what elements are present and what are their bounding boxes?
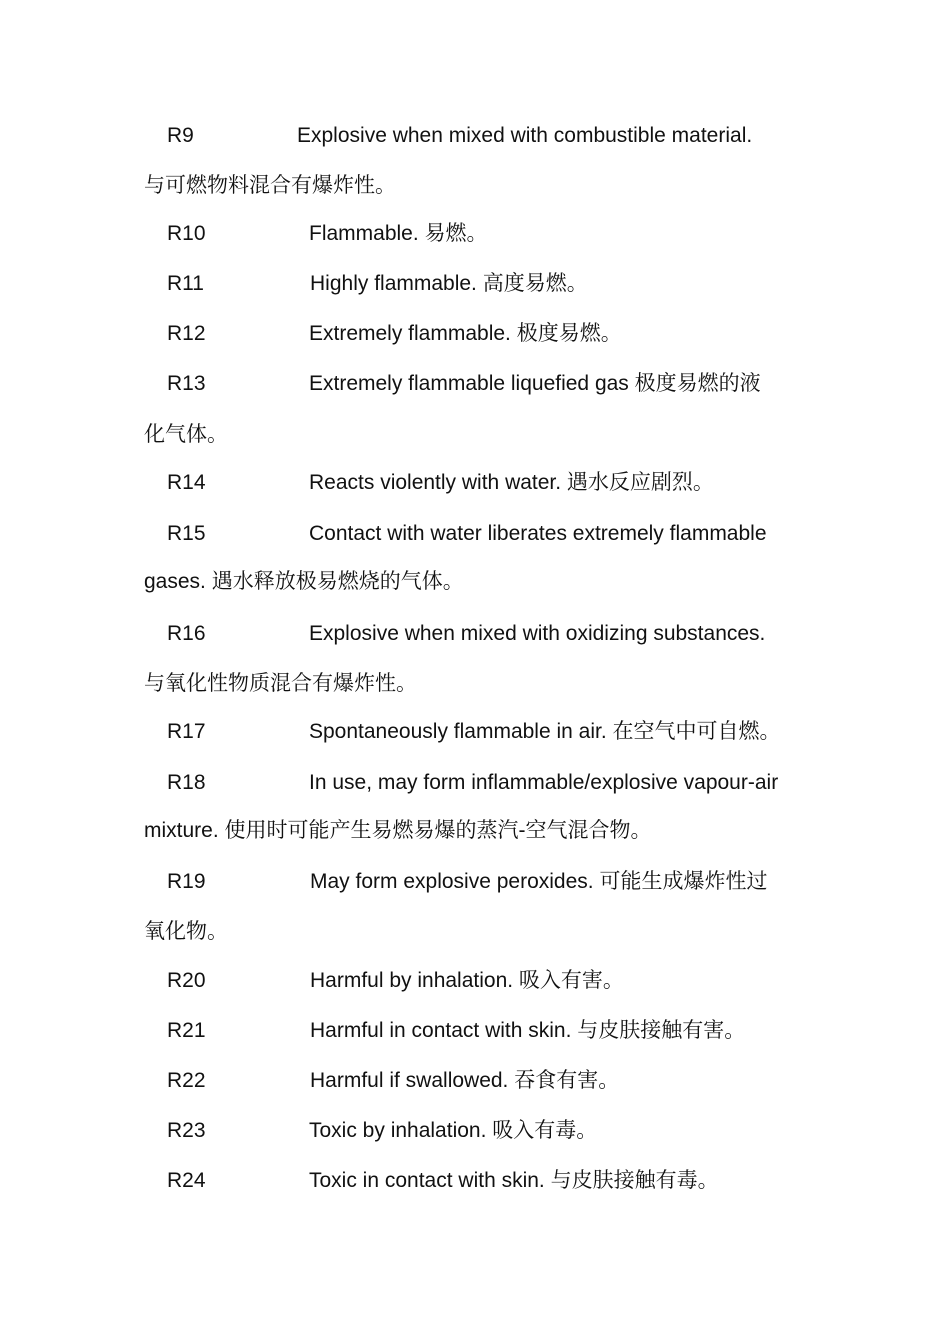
phrase-code: R11	[167, 272, 204, 295]
phrase-code: R14	[167, 471, 206, 494]
phrase-text: Contact with water liberates extremely flammable	[309, 522, 767, 545]
phrase-code: R18	[167, 771, 206, 794]
phrase-text: Toxic in contact with skin. 与皮肤接触有毒。	[309, 1169, 719, 1192]
phrase-text: Highly flammable. 高度易燃。	[310, 272, 588, 295]
phrase-text: Explosive when mixed with combustible material.	[297, 124, 753, 147]
phrase-code: R10	[167, 222, 206, 245]
phrase-text-continued: 与氧化性物质混合有爆炸性。	[144, 671, 417, 695]
phrase-code: R16	[167, 622, 206, 645]
phrase-code: R22	[167, 1069, 206, 1092]
phrase-text: Harmful if swallowed. 吞食有害。	[310, 1069, 620, 1092]
phrase-text: Reacts violently with water. 遇水反应剧烈。	[309, 471, 714, 494]
phrase-code: R17	[167, 720, 206, 743]
phrase-text-continued: gases. 遇水释放极易燃烧的气体。	[144, 570, 464, 593]
phrase-text: May form explosive peroxides. 可能生成爆炸性过	[310, 870, 768, 893]
phrase-code: R23	[167, 1119, 206, 1142]
phrase-text: Spontaneously flammable in air. 在空气中可自燃。	[309, 720, 781, 743]
phrase-code: R19	[167, 870, 206, 893]
phrase-code: R24	[167, 1169, 206, 1192]
phrase-text-continued: 氧化物。	[144, 919, 228, 943]
phrase-text: Toxic by inhalation. 吸入有毒。	[309, 1119, 598, 1142]
phrase-text-continued: 与可燃物料混合有爆炸性。	[144, 173, 396, 197]
phrase-code: R15	[167, 522, 206, 545]
phrase-code: R12	[167, 322, 206, 345]
phrase-code: R13	[167, 372, 206, 395]
phrase-text: Harmful in contact with skin. 与皮肤接触有害。	[310, 1019, 746, 1042]
phrase-text: Harmful by inhalation. 吸入有害。	[310, 969, 624, 992]
phrase-text-continued: mixture. 使用时可能产生易燃易爆的蒸汽-空气混合物。	[144, 819, 652, 842]
phrase-text: Extremely flammable liquefied gas 极度易燃的液	[309, 372, 761, 395]
phrase-code: R20	[167, 969, 206, 992]
phrase-text: Explosive when mixed with oxidizing substances.	[309, 622, 766, 645]
phrase-text-continued: 化气体。	[144, 422, 228, 446]
phrase-text: Extremely flammable. 极度易燃。	[309, 322, 622, 345]
phrase-text: In use, may form inflammable/explosive vapour-air	[309, 771, 779, 794]
phrase-code: R9	[167, 124, 194, 147]
phrase-code: R21	[167, 1019, 206, 1042]
phrase-text: Flammable. 易燃。	[309, 222, 488, 245]
